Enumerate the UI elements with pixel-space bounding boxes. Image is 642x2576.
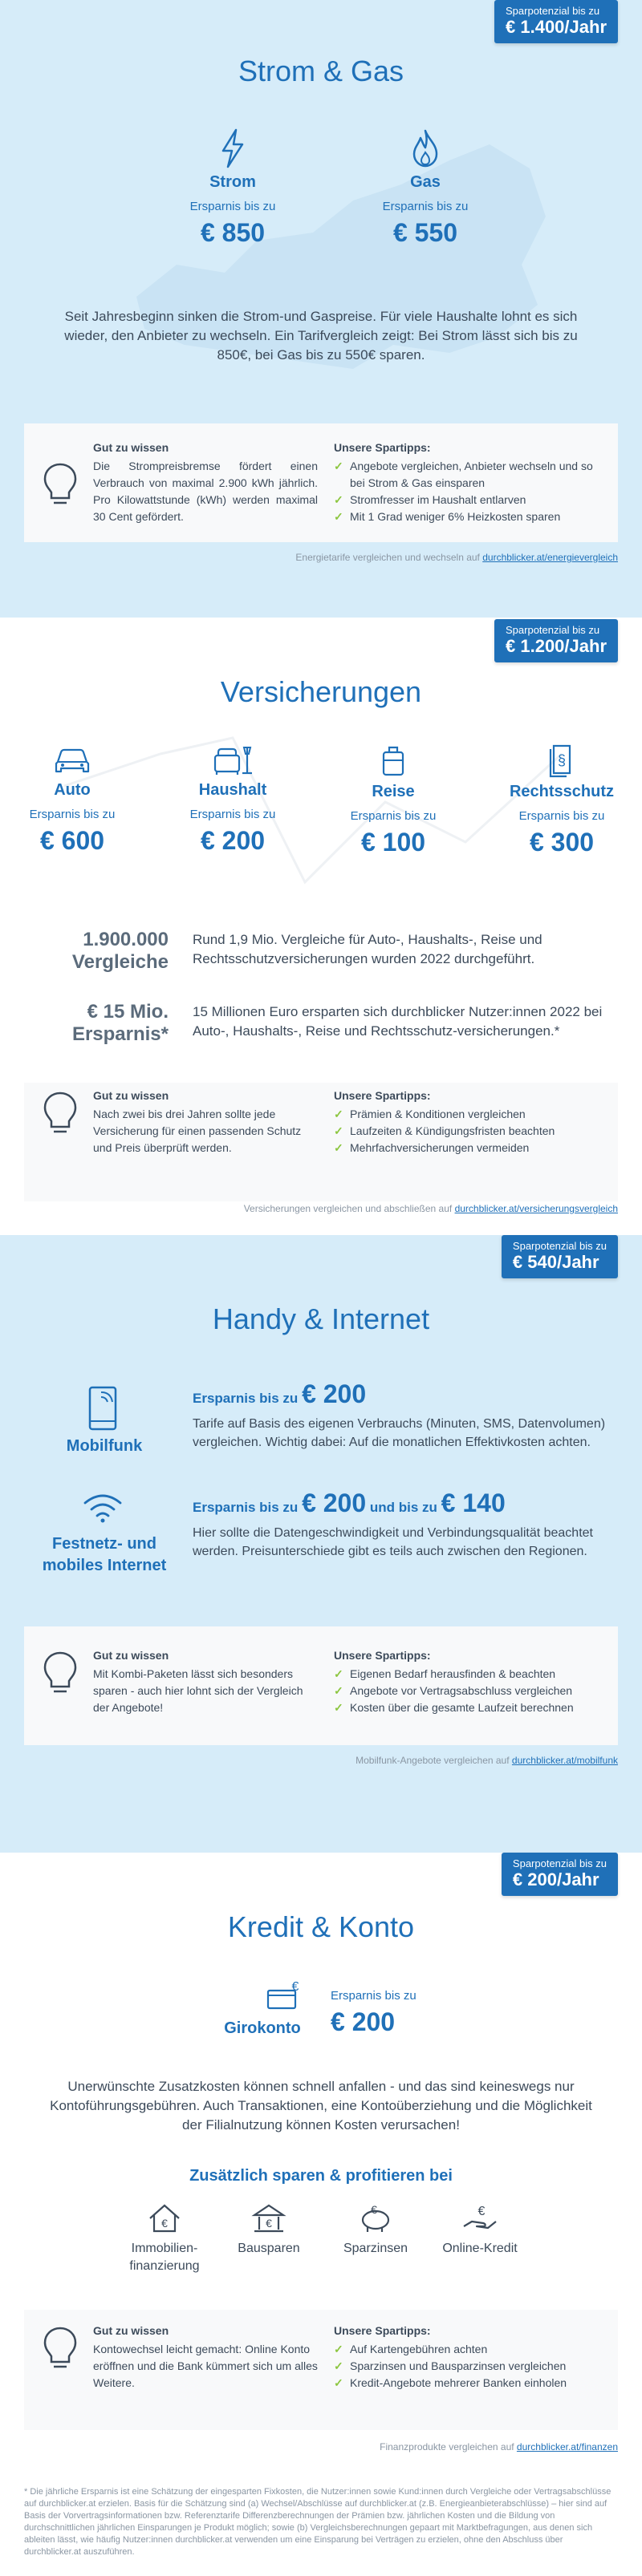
extra-immobilienfinanzierung: [116, 2202, 213, 2275]
category-name: Rechtsschutz: [509, 783, 615, 800]
section-footer: [295, 552, 618, 563]
mobilfunk-name: Mobilfunk: [66, 1437, 143, 1455]
good-to-know-text: Nach zwei bis drei Jahren sollte jede Versicherung für einen passenden Schutz und Preis überprüft werden.: [93, 1108, 302, 1154]
tip-text: Sparzinsen und Bausparzinsen vergleichen: [350, 2359, 567, 2372]
extra-online-kredit: [432, 2202, 528, 2258]
savings-amount: € 100: [360, 828, 426, 857]
saving-tips-heading: Unsere Spartipps:: [334, 1089, 431, 1102]
check-icon: ✓: [334, 493, 343, 506]
extra-sparzinsen: [327, 2202, 424, 2258]
extra-label-line2: finanzierung: [129, 2259, 200, 2273]
badge-label: Sparpotenzial bis zu: [506, 5, 600, 17]
good-to-know: [93, 1647, 318, 1716]
info-box: [24, 1626, 618, 1745]
stat-value: € 15 Mio.: [87, 1001, 169, 1023]
section-versicherungen: [0, 618, 642, 1235]
section-footer: [356, 1755, 618, 1766]
info-box: [24, 1083, 618, 1201]
saving-tips-heading: Unsere Spartipps:: [334, 441, 431, 454]
good-to-know-text: Kontowechsel leicht gemacht: Online Konto eröffnen und die Bank kümmert sich um alles Weitere.: [93, 2343, 318, 2389]
paragraph-icon: [546, 744, 578, 778]
house-euro-icon: [147, 2202, 182, 2234]
category-name: Strom: [209, 173, 256, 191]
extras-heading: Zusätzlich sparen & profitieren bei: [189, 2167, 453, 2185]
saving-tips: [334, 439, 607, 525]
saving-tips-heading: Unsere Spartipps:: [334, 1649, 431, 1662]
savings-amount: € 550: [392, 218, 458, 247]
svg-text:€: €: [371, 2203, 377, 2216]
category-gas: [353, 128, 498, 248]
savings-label: Ersparnis bis zu: [189, 200, 276, 213]
tip-item: [334, 1140, 607, 1156]
saving-tips: [334, 2323, 607, 2392]
section-description: Seit Jahresbeginn sinken die Strom-und Gaspreise. Für viele Haushalte lohnt es sich wieder, den Anbieter zu wechseln. Ein Tarifvergleich zeigt: Bei Strom lässt sich bis zu 850€, bei Gas bis zu 550€ sparen.: [64, 309, 578, 363]
tip-text: Mehrfachversicherungen vermeiden: [350, 1141, 530, 1154]
stat-comparisons: [32, 929, 169, 974]
section-kredit-konto: [0, 1853, 642, 2576]
category-haushalt: [173, 744, 293, 856]
savings-mid-label: und bis zu: [369, 1500, 437, 1515]
tip-text: Prämien & Konditionen vergleichen: [350, 1108, 526, 1120]
category-rechtsschutz: [494, 744, 630, 857]
flame-icon: [409, 128, 441, 168]
good-to-know-heading: Gut zu wissen: [93, 1649, 169, 1662]
check-icon: ✓: [334, 2343, 343, 2355]
badge-amount: € 1.400/Jahr: [506, 17, 607, 37]
good-to-know-heading: Gut zu wissen: [93, 1089, 169, 1102]
internet-savings: [193, 1488, 506, 1518]
savings-label: Ersparnis bis zu: [193, 1500, 299, 1515]
check-icon: ✓: [334, 2376, 343, 2389]
savings-label: Ersparnis bis zu: [382, 200, 469, 213]
category-name: Auto: [54, 781, 91, 799]
badge-amount: € 540/Jahr: [512, 1252, 599, 1272]
mobile-comparison-link[interactable]: durchblicker.at/mobilfunk: [511, 1755, 618, 1766]
tip-item: [334, 508, 607, 525]
good-to-know-heading: Gut zu wissen: [93, 441, 169, 454]
category-strom: [160, 128, 305, 248]
savings-badge: [502, 1235, 618, 1278]
tip-text: Kredit-Angebote mehrerer Banken einholen: [350, 2376, 567, 2389]
section-footer: [380, 2441, 618, 2452]
household-icon: [212, 744, 254, 776]
category-reise: [333, 744, 453, 857]
footer-text: Energietarife vergleichen und wechseln auf: [295, 552, 480, 563]
badge-label: Sparpotenzial bis zu: [512, 1240, 607, 1252]
tip-item: [334, 1683, 607, 1699]
saving-tips-heading: Unsere Spartipps:: [334, 2324, 431, 2337]
lightbulb-icon: [42, 1651, 79, 1697]
category-name: Haushalt: [198, 781, 267, 799]
section-title: Handy & Internet: [212, 1302, 430, 1335]
savings-badge: [494, 619, 618, 662]
good-to-know: [93, 439, 318, 525]
finance-comparison-link[interactable]: durchblicker.at/finanzen: [516, 2441, 618, 2452]
girokonto-name: Girokonto: [224, 2019, 301, 2037]
info-box: [24, 423, 618, 542]
info-box: [24, 2310, 618, 2430]
savings-label: Ersparnis bis zu: [29, 808, 116, 821]
extra-label: Bausparen: [238, 2242, 300, 2255]
check-icon: ✓: [334, 1684, 343, 1697]
tip-text: Mit 1 Grad weniger 6% Heizkosten sparen: [350, 510, 561, 523]
stat-value: 1.900.000: [83, 929, 169, 950]
tip-text: Angebote vor Vertragsabschluss vergleichen: [350, 1684, 573, 1697]
saving-tips: [334, 1647, 607, 1716]
wallet-euro-icon: [266, 1979, 303, 2011]
category-name: Gas: [410, 173, 441, 191]
tip-item: [334, 2375, 607, 2392]
check-icon: ✓: [334, 460, 343, 472]
good-to-know: [93, 2323, 318, 2392]
savings-label: Ersparnis bis zu: [518, 809, 605, 823]
tip-item: [334, 1123, 607, 1140]
savings-amount: € 200: [302, 1379, 367, 1408]
insurance-comparison-link[interactable]: durchblicker.at/versicherungsvergleich: [454, 1203, 618, 1214]
mobile-phone-icon: [87, 1386, 119, 1431]
check-icon: ✓: [334, 2359, 343, 2372]
internet-name: [24, 1533, 185, 1577]
hand-euro-icon: [461, 2202, 499, 2234]
tip-item: [334, 2358, 607, 2375]
tip-item: [334, 1106, 607, 1123]
stat-label: Ersparnis*: [71, 1023, 169, 1045]
tip-text: Angebote vergleichen, Anbieter wechseln und so bei Strom & Gas einsparen: [350, 460, 593, 489]
section-description: Unerwünschte Zusatzkosten können schnell anfallen - und das sind keineswegs nur Kontoführungsgebühren. Auch Transaktionen, eine Kontoüberziehung und die Möglichkeit der Filialnutzung können Kosten verursachen!: [50, 2079, 592, 2132]
section-title: Versicherungen: [220, 675, 422, 708]
good-to-know-text: Mit Kombi-Paketen lässt sich besonders sparen - auch hier lohnt sich der Vergleich der Angebote!: [93, 1667, 303, 1714]
footer-text: Finanzprodukte vergleichen auf: [380, 2441, 514, 2452]
stat-savings: [32, 1001, 169, 1046]
section-title: Strom & Gas: [238, 55, 404, 87]
good-to-know-heading: Gut zu wissen: [93, 2324, 169, 2337]
savings-amount: € 200: [302, 1488, 367, 1517]
category-auto: [12, 744, 132, 856]
svg-text:€: €: [477, 2205, 486, 2218]
check-icon: ✓: [334, 510, 343, 523]
mobilfunk-savings: [193, 1379, 366, 1409]
good-to-know-text: Die Strompreisbremse fördert einen Verbrauch von maximal 2.900 kWh jährlich. Pro Kilowattstunde (kWh) werden maximal 30 Cent gefördert.: [93, 460, 318, 523]
extra-label: Online-Kredit: [442, 2242, 518, 2255]
savings-label: Ersparnis bis zu: [189, 808, 276, 821]
savings-amount: € 300: [529, 828, 595, 857]
badge-label: Sparpotenzial bis zu: [506, 624, 600, 636]
section-handy-internet: [0, 1235, 642, 1853]
tip-text: Stromfresser im Haushalt entlarven: [350, 493, 526, 506]
svg-text:€: €: [161, 2217, 168, 2230]
footnote: * Die jährliche Ersparnis ist eine Schätzung der eingesparten Fixkosten, die Nutzer:innen sowie Kund:innen durch Vergleiche oder Vertragsabschlüsse auf durchblicker.at erzielen. Basis für die Schätzung sind (a) Wechsel/Abschlüsse auf durchblicker.at (z.B. Energieanbieterabschlüsse) – hier sind auf Basis der Vorvertragsinformationen bzw. Referenztarife Differenzberechnungen der Prämien bzw. jährlichen Kosten und die Bildung von durchschnittlichen jährlichen Einsparungen je Produkt möglich; sowie (b) Vergleichsberechnungen gepaart mit Marktbefragungen, aus denen sich ableiten lässt, wie häufig Nutzer:innen durchblicker.at verwenden um eine Einsparung bei Verträgen zu erzielen, ohne den Abschluss über durchblicker.at auszuführen.: [24, 2487, 612, 2557]
extra-bausparen: [221, 2202, 317, 2258]
extra-label: Sparzinsen: [343, 2242, 408, 2255]
internet-name-line2: mobiles Internet: [42, 1557, 167, 1574]
lightning-icon: [218, 128, 247, 168]
tip-item: [334, 1666, 607, 1683]
check-icon: ✓: [334, 1667, 343, 1680]
savings-badge: [502, 1853, 618, 1896]
svg-text:€: €: [291, 1980, 299, 1994]
savings-amount: € 200: [200, 826, 266, 855]
footer-text: Versicherungen vergleichen und abschließen auf: [243, 1203, 453, 1214]
tip-item: [334, 1699, 607, 1716]
tip-item: [334, 492, 607, 508]
savings-badge: [494, 0, 618, 43]
tip-item: [334, 458, 607, 492]
tip-text: Kosten über die gesamte Laufzeit berechnen: [350, 1701, 574, 1714]
suitcase-icon: [377, 744, 409, 778]
check-icon: ✓: [334, 1124, 343, 1137]
energy-comparison-link[interactable]: durchblicker.at/energievergleich: [482, 552, 618, 563]
badge-amount: € 1.200/Jahr: [506, 636, 607, 656]
mobilfunk-description: Tarife auf Basis des eigenen Verbrauchs (Minuten, SMS, Datenvolumen) vergleichen. Wichtig dabei: Auf die monatlichen Effektivkosten achten.: [193, 1417, 606, 1449]
badge-label: Sparpotenzial bis zu: [512, 1857, 607, 1869]
car-icon: [53, 744, 91, 776]
good-to-know: [93, 1088, 318, 1156]
savings-amount: € 850: [200, 218, 266, 247]
savings-label: Ersparnis bis zu: [350, 809, 437, 823]
savings-amount: € 200: [331, 2007, 396, 2036]
extra-label: Immobilien-: [131, 2242, 198, 2255]
building-euro-icon: [251, 2202, 286, 2234]
stat-description: 15 Millionen Euro ersparten sich durchblicker Nutzer:innen 2022 bei Auto-, Haushalts-, Reise und Rechtsschutz-versicherungen.*: [193, 1004, 603, 1039]
lightbulb-icon: [42, 2326, 79, 2372]
lightbulb-icon: [42, 462, 79, 508]
svg-text:§: §: [557, 752, 567, 768]
tip-item: [334, 2341, 607, 2358]
tip-text: Laufzeiten & Kündigungsfristen beachten: [350, 1124, 555, 1137]
category-name: Reise: [372, 783, 415, 800]
savings-amount: € 600: [39, 826, 105, 855]
tip-text: Eigenen Bedarf herausfinden & beachten: [350, 1667, 556, 1680]
tip-text: Auf Kartengebühren achten: [350, 2343, 488, 2355]
girokonto-savings: [331, 1989, 416, 2037]
lightbulb-icon: [42, 1091, 79, 1137]
check-icon: ✓: [334, 1701, 343, 1714]
saving-tips: [334, 1088, 607, 1156]
internet-name-line1: Festnetz- und: [52, 1535, 156, 1553]
section-title: Kredit & Konto: [227, 1910, 415, 1943]
check-icon: ✓: [334, 1108, 343, 1120]
piggy-bank-icon: [356, 2202, 395, 2234]
section-footer: [244, 1203, 618, 1214]
savings-amount-2: € 140: [441, 1488, 506, 1517]
badge-amount: € 200/Jahr: [512, 1869, 599, 1889]
svg-text:€: €: [266, 2217, 272, 2230]
internet-description: Hier sollte die Datengeschwindigkeit und Verbindungsqualität beachtet werden. Preisunterschiede gibt es teils auch zwischen den Regionen.: [193, 1526, 593, 1558]
savings-label: Ersparnis bis zu: [331, 1989, 416, 2003]
stat-label: Vergleiche: [71, 951, 169, 973]
savings-label: Ersparnis bis zu: [193, 1391, 299, 1406]
stat-description: Rund 1,9 Mio. Vergleiche für Auto-, Haushalts-, Reise und Rechtsschutzversicherungen wurden 2022 durchgeführt.: [193, 932, 542, 966]
wifi-icon: [80, 1492, 125, 1524]
section-strom-gas: [0, 0, 642, 618]
footer-text: Mobilfunk-Angebote vergleichen auf: [356, 1755, 510, 1766]
check-icon: ✓: [334, 1141, 343, 1154]
